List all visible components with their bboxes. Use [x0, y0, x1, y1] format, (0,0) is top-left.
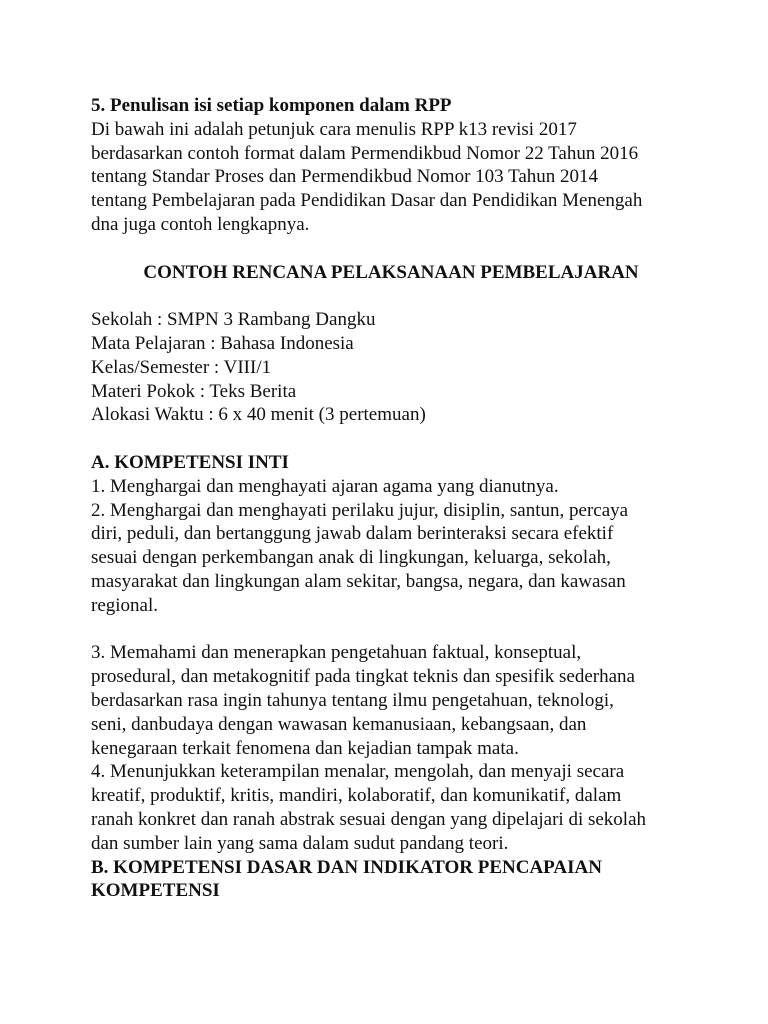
identity-school: Sekolah : SMPN 3 Rambang Dangku	[91, 309, 376, 331]
ki-line: 1. Menghargai dan menghayati ajaran agama yang dianutnya.	[91, 475, 559, 497]
ki-line: 3. Memahami dan menerapkan pengetahuan faktual, konseptual,	[91, 642, 582, 664]
ki-line: diri, peduli, dan bertanggung jawab dalam berinteraksi secara efektif	[91, 523, 614, 545]
identity-topic: Materi Pokok : Teks Berita	[91, 380, 297, 402]
ki-line: 2. Menghargai dan menghayati perilaku jujur, disiplin, santun, percaya	[91, 499, 629, 521]
intro-line: berdasarkan contoh format dalam Permendikbud Nomor 22 Tahun 2016	[91, 142, 639, 164]
identity-time-allocation: Alokasi Waktu : 6 x 40 menit (3 pertemuan)	[91, 404, 426, 426]
spacer	[91, 284, 751, 308]
spacer	[91, 618, 751, 642]
spacer	[91, 237, 751, 261]
ki-block-2	[91, 641, 751, 855]
ki-line: masyarakat dan lingkungan alam sekitar, bangsa, negara, dan kawasan	[91, 570, 626, 592]
ki-line: seni, danbudaya dengan wawasan kemanusiaan, kebangsaan, dan	[91, 713, 587, 735]
ki-line: sesuai dengan perkembangan anak di lingkungan, keluarga, sekolah,	[91, 547, 611, 569]
spacer	[91, 427, 751, 451]
ki-line: kenegaraan terkait fenomena dan kejadian tampak mata.	[91, 737, 519, 759]
document-page	[91, 94, 751, 903]
section-b-heading-line: B. KOMPETENSI DASAR DAN INDIKATOR PENCAPAIAN	[91, 856, 602, 878]
intro-line: tentang Standar Proses dan Permendikbud Nomor 103 Tahun 2014	[91, 166, 599, 188]
ki-line: dan sumber lain yang sama dalam sudut pandang teori.	[91, 832, 509, 854]
ki-line: ranah konkret dan ranah abstrak sesuai dengan yang dipelajari di sekolah	[91, 808, 647, 830]
identity-block	[91, 308, 751, 427]
intro-line: dna juga contoh lengkapnya.	[91, 213, 310, 235]
identity-subject: Mata Pelajaran : Bahasa Indonesia	[91, 332, 354, 354]
section-a-heading: A. KOMPETENSI INTI	[91, 451, 289, 473]
document-title: CONTOH RENCANA PELAKSANAAN PEMBELAJARAN	[143, 261, 639, 283]
intro-line: tentang Pembelajaran pada Pendidikan Dasar dan Pendidikan Menengah	[91, 190, 643, 212]
ki-line: berdasarkan rasa ingin tahunya tentang ilmu pengetahuan, teknologi,	[91, 689, 614, 711]
ki-line: regional.	[91, 594, 159, 616]
ki-line: prosedural, dan metakognitif pada tingkat teknis dan spesifik sederhana	[91, 666, 635, 688]
ki-line: 4. Menunjukkan keterampilan menalar, mengolah, dan menyaji secara	[91, 761, 625, 783]
ki-block-1	[91, 475, 751, 618]
section-b-heading-line: KOMPETENSI	[91, 880, 220, 902]
section-b-heading	[91, 856, 751, 904]
identity-class-semester: Kelas/Semester : VIII/1	[91, 356, 272, 378]
ki-line: kreatif, produktif, kritis, mandiri, kolaboratif, dan komunikatif, dalam	[91, 785, 622, 807]
intro-line: Di bawah ini adalah petunjuk cara menulis RPP k13 revisi 2017	[91, 118, 577, 140]
intro-paragraph	[91, 118, 751, 237]
section-heading: 5. Penulisan isi setiap komponen dalam RPP	[91, 95, 452, 116]
